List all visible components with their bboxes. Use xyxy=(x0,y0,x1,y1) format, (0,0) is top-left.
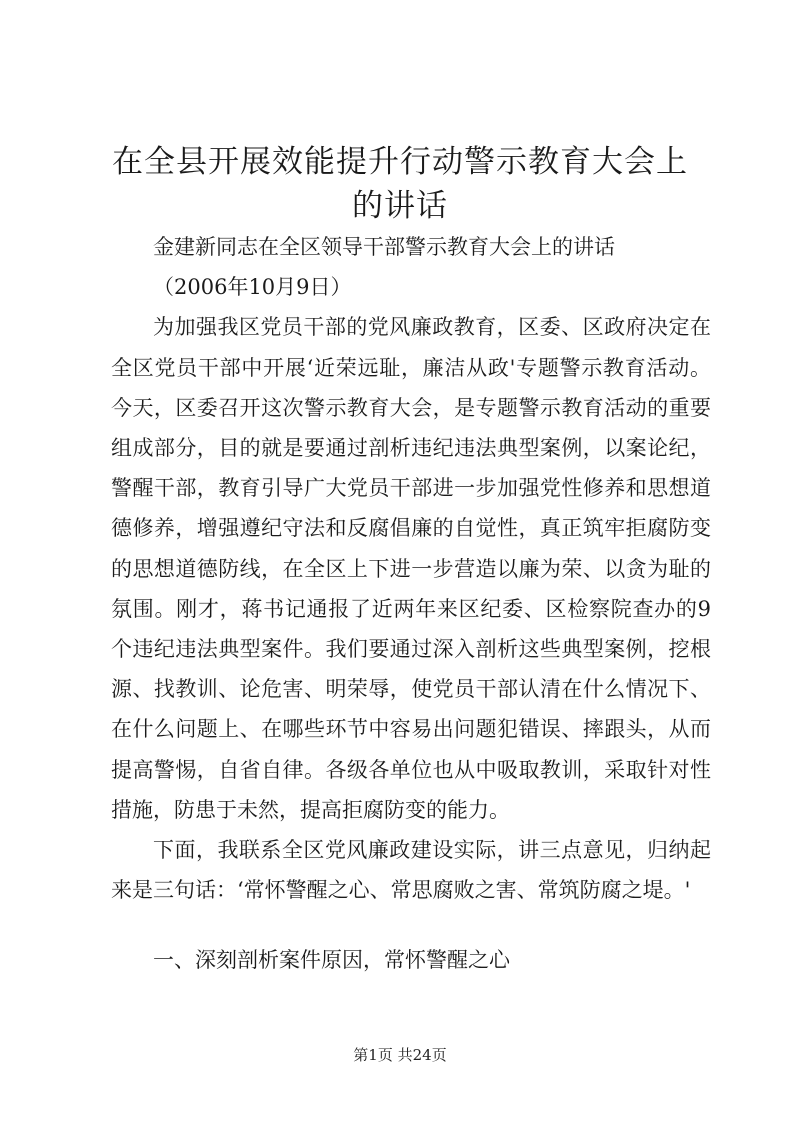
paragraph: 为加强我区党员干部的党风廉政教育，区委、区政府决定在全区党员干部中开展‘近荣远耻，廉洁从政'专题警示教育活动。今天，区委召开这次警示教育大会，是专题警示教育活动的重要组成部分，目的就是要通过剖析违纪违法典型案例，以案论纪，警醒干部，教育引导广大党员干部进一步加强党性修养和思想道德修养，增强遵纪守法和反腐倡廉的自觉性，真正筑牢拒腐防变的思想道德防线，在全区上下进一步营造以廉为荣、以贪为耻的氛围。刚才，蒋书记通报了近两年来区纪委、区检察院查办的9个违纪违法典型案件。我们要通过深入剖析这些典型案例，挖根源、找教训、论危害、明荣辱，使党员干部认清在什么情况下、在什么问题上、在哪些环节中容易出问题犯错误、摔跟头，从而提高警惕，自省自律。各级各单位也从中吸取教训，采取针对性措施，防患于未然，提高拒腐防变的能力。 xyxy=(111,315,711,822)
date-line: （2006年10月9日） xyxy=(153,275,352,300)
document-body xyxy=(111,227,711,981)
section-heading: 一、深刻剖析案件原因，常怀警醒之心 xyxy=(153,948,510,973)
subtitle: 金建新同志在全区领导干部警示教育大会上的讲话 xyxy=(153,235,615,259)
page-title: 在全县开展效能提升行动警示教育大会上的讲话 xyxy=(112,144,688,224)
spacer xyxy=(111,910,711,940)
page-footer: 第1页 共24页 xyxy=(353,1046,447,1064)
paragraph: 下面，我联系全区党风廉政建设实际，讲三点意见，归纳起来是三句话：‘常怀警醒之心、常思腐败之害、常筑防腐之堤。' xyxy=(111,838,711,903)
